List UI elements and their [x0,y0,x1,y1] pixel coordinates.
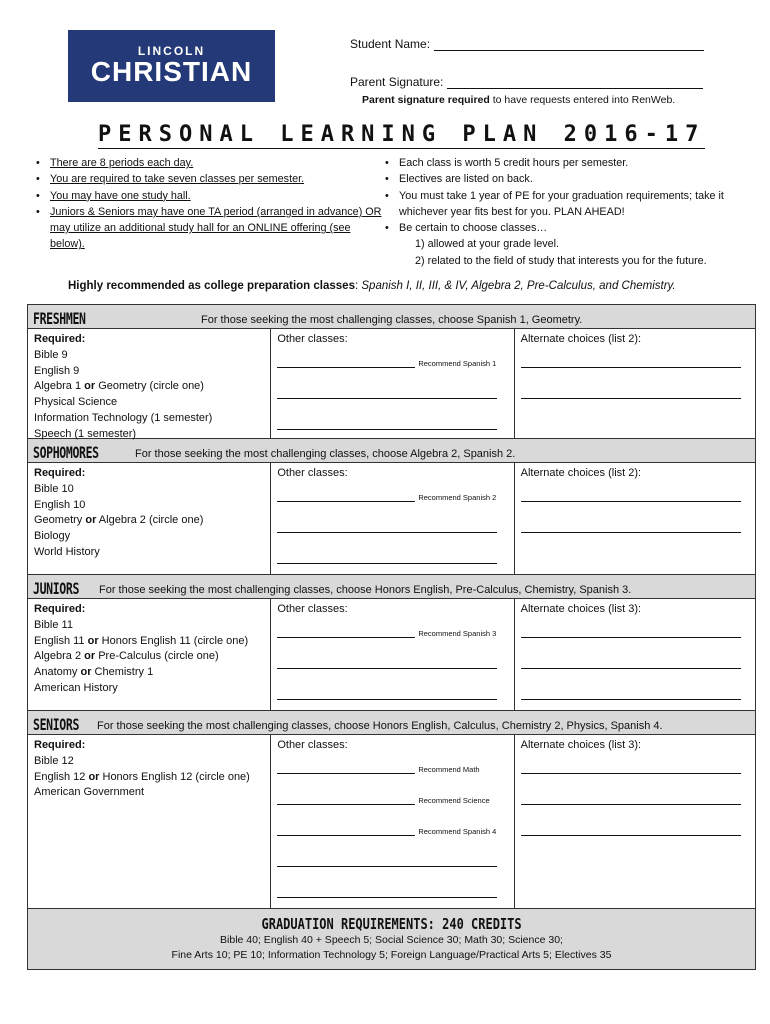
alternate-choices-column [515,599,755,710]
list-item: • You may have one study hall. [36,188,386,204]
parent-signature-label: Parent Signature: [350,75,444,89]
other-classes-column [271,735,514,908]
list-item: • Juniors & Seniors may have one TA period (arranged in advance) OR may utilize an additional study hall for an ONLINE offering (see below). [36,204,386,253]
recommend-note: Recommend Spanish 4 [418,826,497,836]
signature-note-rest: to have requests entered into RenWeb. [489,94,676,106]
other-classes-label: Other classes: [277,603,348,615]
student-name-label: Student Name: [350,37,431,51]
graduation-requirements [28,909,755,969]
alternate-blank[interactable] [521,668,741,669]
alternate-choices-column [515,329,755,438]
course-plan-table [27,304,756,970]
alternate-choices-label: Alternate choices (list 2): [520,333,642,345]
list-item: • Be certain to choose classes… [385,220,755,236]
required-course: American History [34,681,118,694]
signature-note [362,94,675,106]
logo-line1: LINCOLN [137,44,206,58]
required-course: Anatomy or Chemistry 1 [34,666,154,679]
list-item: • Each class is worth 5 credit hours per semester. [385,155,755,171]
section-name: FRESHMEN [33,309,86,328]
other-class-blank[interactable] [277,532,497,533]
alternate-choices-label: Alternate choices (list 3): [520,739,642,751]
required-course: Bible 10 [34,482,74,495]
required-label: Required: [34,603,86,615]
list-item: • You are required to take seven classes per semester. [36,171,386,187]
other-classes-column [271,329,514,438]
student-name-field[interactable] [434,39,704,51]
right-bullet-list [385,155,755,269]
other-class-blank[interactable] [277,398,497,399]
other-class-blank[interactable] [277,835,415,836]
required-course: Bible 12 [34,754,74,767]
required-course: Bible 11 [34,618,73,631]
recommend-note: Recommend Spanish 3 [418,628,497,638]
alternate-choices-label: Alternate choices (list 2): [520,467,642,479]
alternate-blank[interactable] [521,367,741,368]
required-label: Required: [34,467,86,479]
sub-item: 2) related to the field of study that interests you for the future. [415,254,707,267]
graduation-line2: Fine Arts 10; PE 10; Information Technology 5; Foreign Language/Practical Arts 5; Electives 35 [171,949,612,961]
required-column [28,463,271,574]
alternate-choices-label: Alternate choices (list 3): [520,603,642,615]
recommend-note: Recommend Science [418,795,490,805]
section-body-seniors [28,735,755,909]
list-item: • You must take 1 year of PE for your graduation requirements; take it whichever year fits best for you. PLAN AHEAD! [385,188,725,221]
section-body-freshmen [28,329,755,439]
other-classes-label: Other classes: [277,739,348,751]
other-classes-label: Other classes: [277,467,348,479]
required-course: Algebra 1 or Geometry (circle one) [34,380,204,393]
list-item: • Electives are listed on back. [385,171,755,187]
required-course: Speech (1 semester) [34,427,137,440]
recommend-note: Recommend Spanish 2 [418,492,497,502]
required-column [28,329,271,438]
signature-note-bold: Parent signature required [362,94,490,106]
alternate-blank[interactable] [521,804,741,805]
college-prep-recommendation: Highly recommended as college preparation classes: Spanish I, II, III, & IV, Algebra 2, Pre-Calculus, and Chemistry. [68,280,676,292]
alternate-blank[interactable] [521,835,741,836]
section-description: For those seeking the most challenging classes, choose Honors English, Pre-Calculus, Chemistry, Spanish 3. [99,584,632,596]
alternate-choices-column [515,735,755,908]
other-class-blank[interactable] [277,429,497,430]
other-classes-column [271,599,514,710]
alternate-blank[interactable] [521,773,741,774]
required-course: Algebra 2 or Pre-Calculus (circle one) [34,650,219,663]
other-class-blank[interactable] [277,668,497,669]
alternate-blank[interactable] [521,637,741,638]
alternate-blank[interactable] [521,501,741,502]
section-description: For those seeking the most challenging classes, choose Honors English, Calculus, Chemistry 2, Physics, Spanish 4. [97,720,663,732]
section-body-sophomores [28,463,755,575]
section-header-freshmen [28,305,755,329]
required-course: English 11 or Honors English 11 (circle one) [34,634,249,647]
recommend-note: Recommend Spanish 1 [418,358,497,368]
required-course: Bible 9 [34,348,68,361]
other-classes-column [271,463,514,574]
other-class-blank[interactable] [277,699,497,700]
required-column [28,735,271,908]
logo-line2: CHRISTIAN [90,56,253,87]
required-label: Required: [34,333,86,345]
sub-item: 1) allowed at your grade level. [415,238,560,251]
required-course: Physical Science [34,396,118,409]
other-class-blank[interactable] [277,563,497,564]
required-course: Geometry or Algebra 2 (circle one) [34,514,204,527]
required-course: Biology [34,530,71,543]
page-title: PERSONAL LEARNING PLAN 2016-17 [98,122,706,147]
parent-signature-field[interactable] [447,77,703,89]
alternate-blank[interactable] [521,398,741,399]
other-classes-label: Other classes: [277,333,348,345]
required-label: Required: [34,739,86,751]
alternate-choices-column [515,463,755,574]
section-header-seniors: SENIORS For those seeking the most challenging classes, choose Honors English, Calculus, Chemistry 2, Physics, Spanish 4. [28,711,755,735]
alternate-blank[interactable] [521,699,741,700]
other-class-blank[interactable] [277,804,415,805]
section-header-juniors: JUNIORS For those seeking the most challenging classes, choose Honors English, Pre-Calculus, Chemistry, Spanish 3. [28,575,755,599]
section-body-juniors [28,599,755,711]
section-description: For those seeking the most challenging classes, choose Algebra 2, Spanish 2. [135,448,516,460]
lincoln-christian-logo [68,30,275,102]
list-item: • There are 8 periods each day. [36,155,386,171]
other-class-blank[interactable] [277,637,415,638]
recommend-note: Recommend Math [418,764,480,774]
required-course: American Government [34,786,145,799]
left-bullet-list [36,155,386,253]
required-course: Information Technology (1 semester) [34,411,213,424]
student-name-row [350,37,704,51]
section-header-sophomores: SOPHOMORES For those seeking the most challenging classes, choose Algebra 2, Spanish 2. [28,439,755,463]
required-course: English 12 or Honors English 12 (circle one) [34,770,250,783]
required-column [28,599,271,710]
required-course: English 9 [34,364,80,377]
other-class-blank[interactable] [277,897,497,898]
other-class-blank[interactable] [277,367,415,368]
required-course: World History [34,545,100,558]
required-course: English 10 [34,498,86,511]
graduation-title: GRADUATION REQUIREMENTS: 240 CREDITS [261,915,522,933]
other-class-blank[interactable] [277,501,415,502]
alternate-blank[interactable] [521,532,741,533]
other-class-blank[interactable] [277,773,415,774]
section-description: For those seeking the most challenging classes, choose Spanish 1, Geometry. [201,314,583,326]
parent-signature-row [350,75,703,89]
other-class-blank[interactable] [277,866,497,867]
graduation-line1: Bible 40; English 40 + Speech 5; Social Science 30; Math 30; Science 30; [220,934,563,946]
